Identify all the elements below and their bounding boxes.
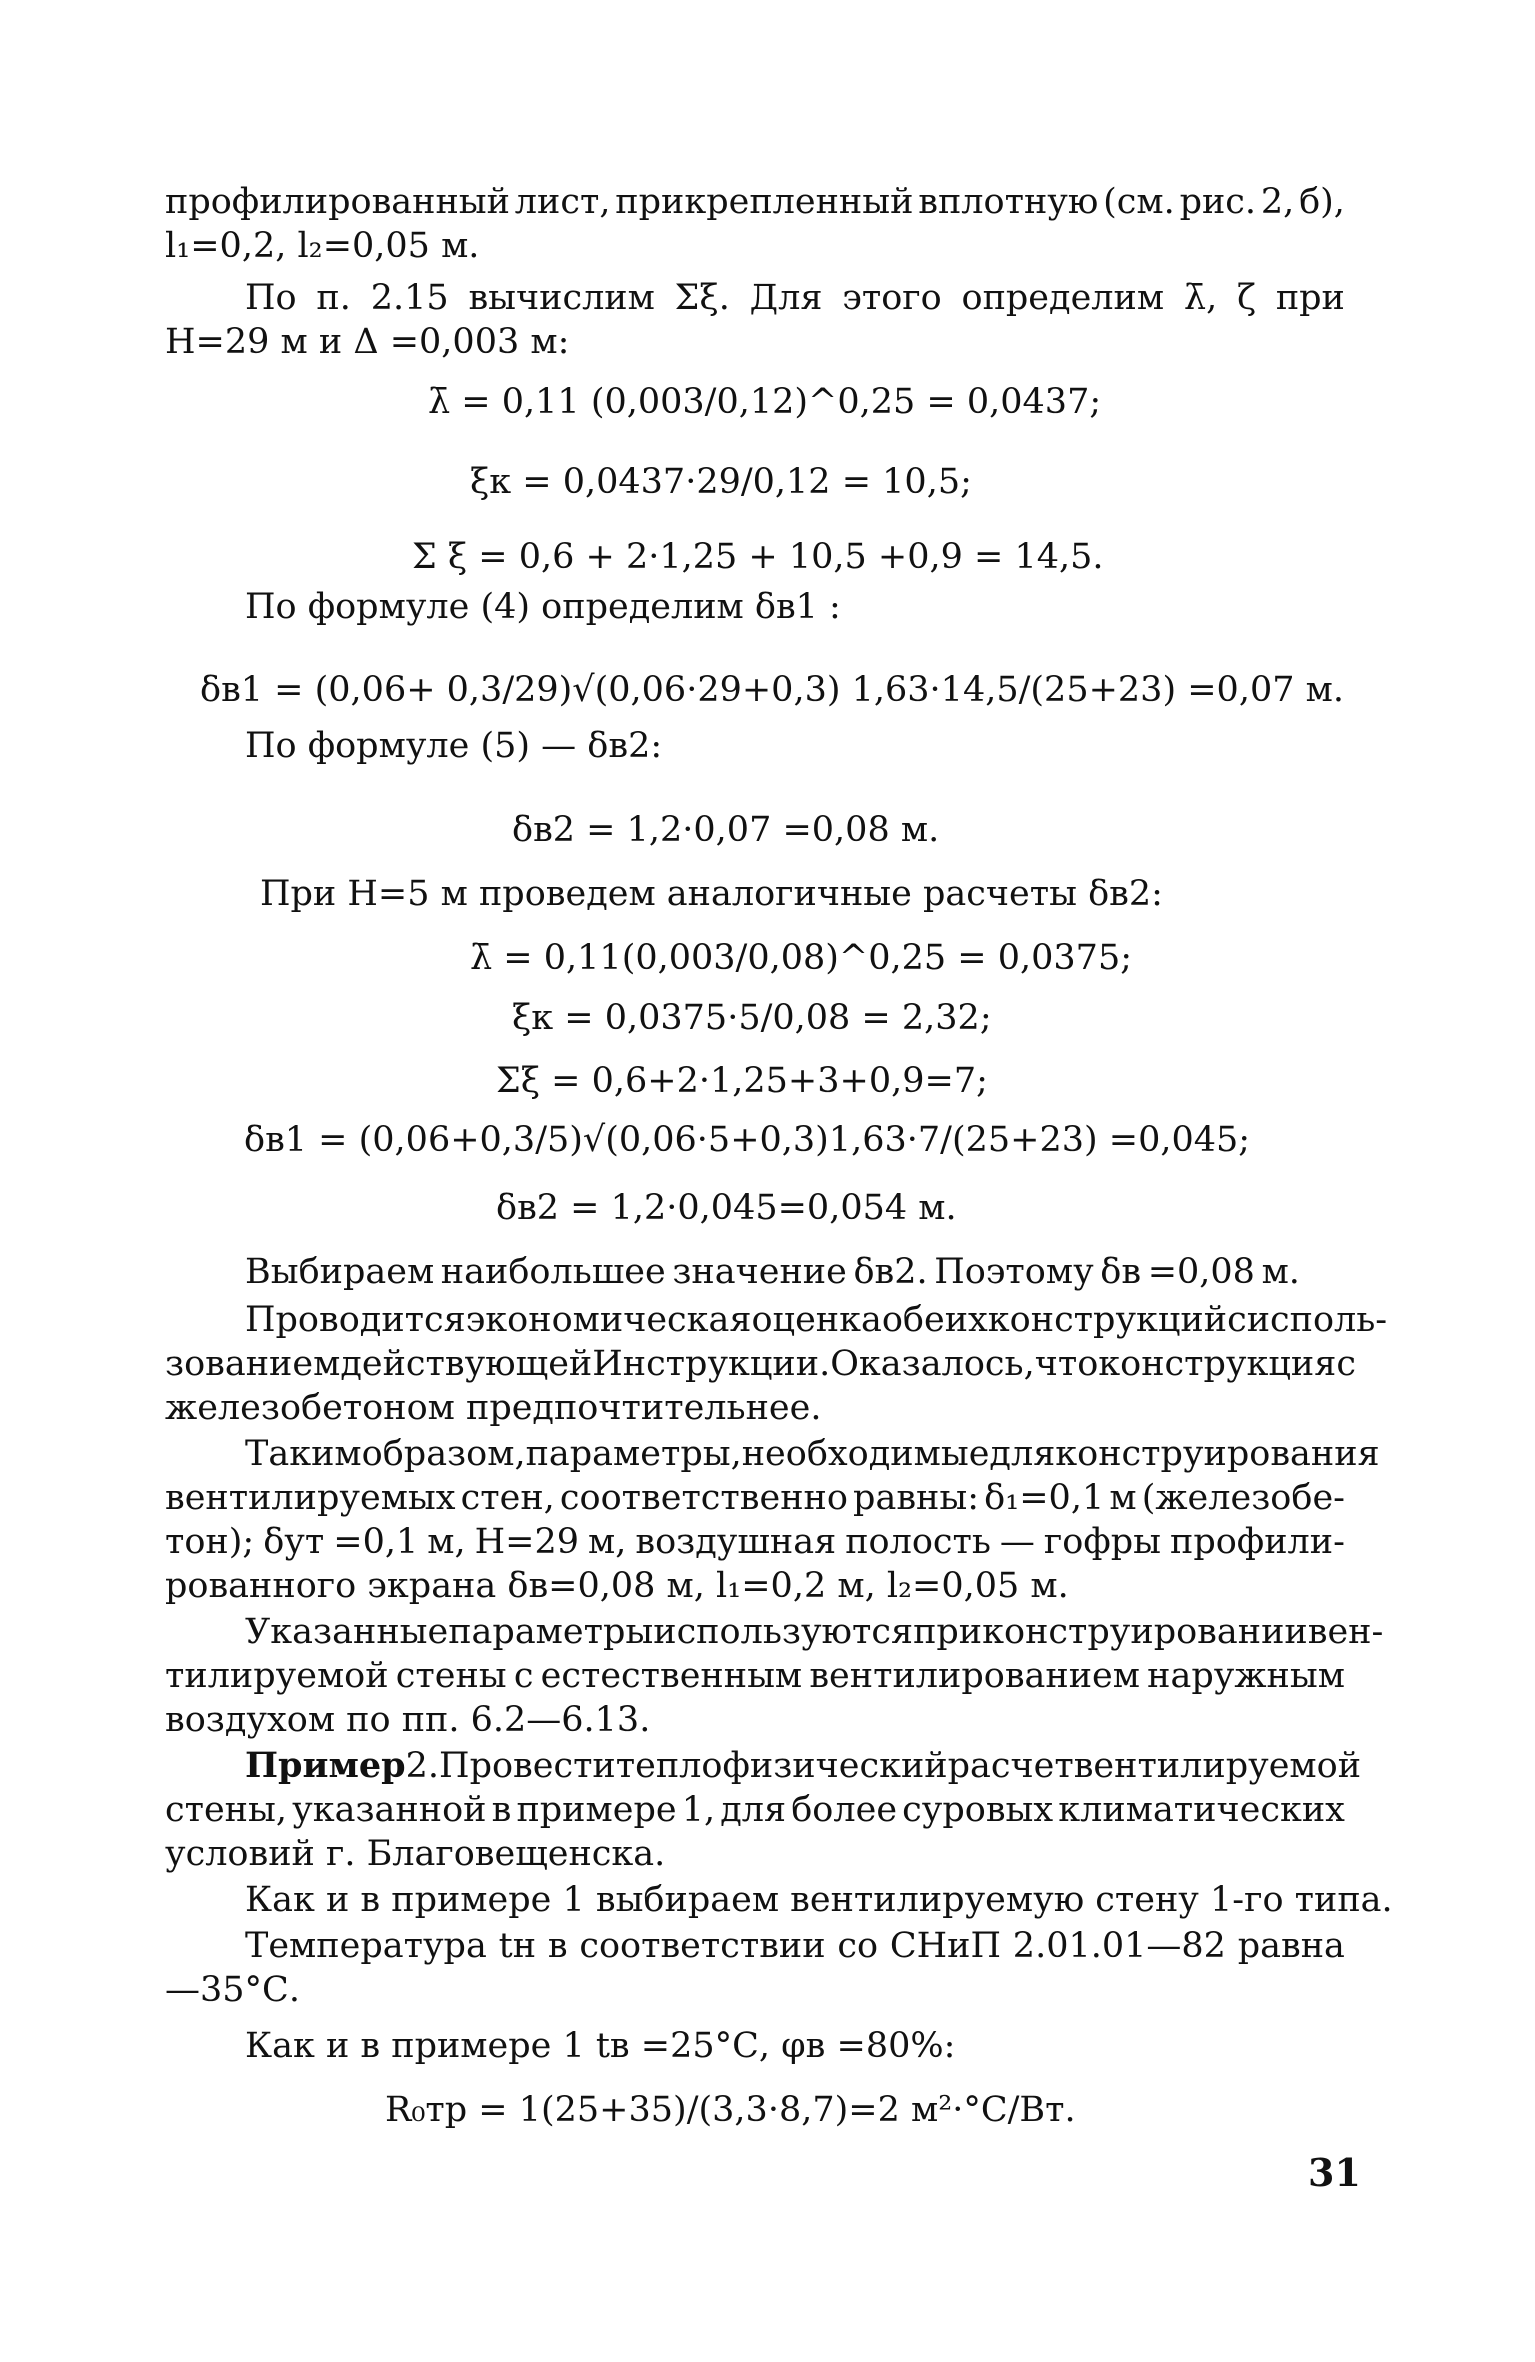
word: полость (845, 1522, 991, 1562)
word: действующей (340, 1344, 593, 1384)
word: указанной (292, 1790, 487, 1830)
text-line-18 (245, 1250, 1300, 1294)
word: tн (498, 1926, 537, 1966)
word: экономическая (465, 1300, 752, 1340)
word: Для (749, 278, 823, 318)
word: λ̄, (1183, 278, 1218, 318)
text-line-33 (245, 1924, 1345, 1968)
word: тон); (165, 1522, 255, 1562)
word: Температура (245, 1926, 487, 1966)
word: 2.01.01—82 (1012, 1926, 1226, 1966)
text-line-23 (165, 1476, 1345, 1520)
word: 2.15 (370, 278, 449, 318)
word: для (720, 1790, 787, 1830)
formula-lambda-1: λ̄ = 0,11 (0,003/0,12)^0,25 = 0,0437; (428, 382, 1102, 422)
word: значение (672, 1252, 847, 1292)
text-line-26 (245, 1610, 1384, 1654)
word: расчет (947, 1746, 1074, 1786)
formula-delta-v2-1: δв2 = 1,2·0,07 =0,08 м. (512, 810, 940, 850)
word: Σξ. (674, 278, 730, 318)
word: при (1275, 278, 1345, 318)
word: ζ (1237, 278, 1256, 318)
word: м (1109, 1478, 1137, 1518)
word: вентилируемых (165, 1478, 456, 1518)
word: СНиП (889, 1926, 1001, 1966)
text-line-19 (245, 1298, 1388, 1342)
text-line-27 (165, 1654, 1345, 1698)
word: 2. (405, 1746, 440, 1786)
word: с (1227, 1300, 1247, 1340)
word: необходимые (741, 1434, 990, 1474)
text-line-25: рованного экрана δв=0,08 м, l₁=0,2 м, l₂=0,05 м. (165, 1566, 1069, 1606)
word: По (245, 278, 297, 318)
word: стены, (165, 1790, 287, 1830)
word: при (913, 1612, 983, 1652)
word: соответственно (559, 1478, 848, 1518)
word: H=29 (474, 1522, 579, 1562)
word: исполь- (1246, 1300, 1388, 1340)
page-number: 31 (1308, 2150, 1361, 2195)
formula-delta-v2-2: δв2 = 1,2·0,045=0,054 м. (496, 1188, 957, 1228)
text-line-34: —35°С. (165, 1970, 300, 2010)
word: рис. (1179, 182, 1257, 222)
text-line-2: l₁=0,2, l₂=0,05 м. (165, 226, 480, 266)
word: 2, (1260, 182, 1295, 222)
word: в (547, 1926, 568, 1966)
formula-sum-xi-1: Σ ξ = 0,6 + 2·1,25 + 10,5 +0,9 = 14,5. (412, 537, 1104, 577)
word: лист, (514, 182, 611, 222)
text-line-8: По формуле (4) определим δв1 : (245, 587, 841, 627)
text-line-29 (245, 1744, 1362, 1788)
text-line-32: Как и в примере 1 выбираем вентилируемую стену 1-го типа. (245, 1880, 1393, 1920)
text-line-24 (165, 1520, 1345, 1564)
formula-delta-v1-1: δв1 = (0,06+ 0,3/29)√(0,06·29+0,3) 1,63·14,5/(25+23) =0,07 м. (200, 670, 1344, 710)
formula-delta-v1-2: δв1 = (0,06+0,3/5)√(0,06·5+0,3)1,63·7/(25+23) =0,045; (244, 1120, 1251, 1160)
word: с (1336, 1344, 1356, 1384)
word: конструкций (987, 1300, 1228, 1340)
word: Проводится (245, 1300, 466, 1340)
word: климатических (1058, 1790, 1345, 1830)
word: (железобе- (1141, 1478, 1345, 1518)
word: — (999, 1522, 1035, 1562)
word: стен, (460, 1478, 555, 1518)
word: б), (1299, 182, 1345, 222)
word: конструкция (1098, 1344, 1337, 1384)
word: конструирования (1055, 1434, 1380, 1474)
word: прикрепленный (615, 182, 914, 222)
text-line-20 (165, 1342, 1356, 1386)
formula-xi-k-1: ξк = 0,0437·29/0,12 = 10,5; (470, 462, 972, 502)
word: этого (842, 278, 942, 318)
text-line-30 (165, 1788, 1345, 1832)
word: в (491, 1790, 512, 1830)
word: соответствии (579, 1926, 826, 1966)
word: δв2. (853, 1252, 928, 1292)
formula-lambda-2: λ̄ = 0,11(0,003/0,08)^0,25 = 0,0375; (470, 938, 1133, 978)
word: с (513, 1656, 534, 1696)
word: δ₁=0,1 (984, 1478, 1105, 1518)
word: конструировании (982, 1612, 1308, 1652)
word: естественным (540, 1656, 803, 1696)
word: наибольшее (440, 1252, 666, 1292)
word: обеих (881, 1300, 988, 1340)
word: суровых (902, 1790, 1054, 1830)
text-line-31: условий г. Благовещенска. (165, 1834, 666, 1874)
word: профили- (1170, 1522, 1345, 1562)
text-line-12: При H=5 м проведем аналогичные расчеты δв2: (260, 874, 1163, 914)
word: Поэтому (934, 1252, 1094, 1292)
word: определим (961, 278, 1165, 318)
text-line-21: железобетоном предпочтительнее. (165, 1388, 822, 1428)
word: параметры, (525, 1434, 742, 1474)
word: используются (653, 1612, 914, 1652)
word: м. (1261, 1252, 1300, 1292)
word: профилированный (165, 182, 510, 222)
word: Выбираем (245, 1252, 435, 1292)
word: Провести (439, 1746, 616, 1786)
formula-sum-xi-2: Σξ = 0,6+2·1,25+3+0,9=7; (496, 1061, 988, 1101)
word: оценка (751, 1300, 882, 1340)
text-line-1 (165, 180, 1345, 224)
word: вен- (1307, 1612, 1384, 1652)
word: вычислим (468, 278, 655, 318)
word: Таким (245, 1434, 362, 1474)
word: Оказалось, (830, 1344, 1035, 1384)
word: тилируемой (165, 1656, 389, 1696)
word: =0,1 (333, 1522, 419, 1562)
word: вентилированием (809, 1656, 1140, 1696)
word: равна (1237, 1926, 1345, 1966)
word: равны: (853, 1478, 979, 1518)
word: м, (427, 1522, 466, 1562)
word: вплотную (918, 182, 1099, 222)
word: Инструкции. (592, 1344, 831, 1384)
word: параметры (448, 1612, 654, 1652)
word: наружным (1147, 1656, 1345, 1696)
word: вентилируемой (1073, 1746, 1362, 1786)
word: Указанные (245, 1612, 449, 1652)
word: более (791, 1790, 898, 1830)
formula-r0-required: R₀тр = 1(25+35)/(3,3·8,7)=2 м²·°С/Вт. (385, 2090, 1076, 2130)
word: для (989, 1434, 1056, 1474)
word: п. (316, 278, 351, 318)
text-line-28: воздухом по пп. 6.2—6.13. (165, 1700, 651, 1740)
text-line-10: По формуле (5) — δв2: (245, 726, 663, 766)
word: (см. (1103, 182, 1175, 222)
word: со (837, 1926, 879, 1966)
word: гофры (1043, 1522, 1161, 1562)
word: что (1034, 1344, 1099, 1384)
word: образом, (361, 1434, 526, 1474)
text-line-22 (245, 1432, 1380, 1476)
word: =0,08 (1147, 1252, 1255, 1292)
formula-xi-k-2: ξк = 0,0375·5/0,08 = 2,32; (512, 998, 992, 1038)
word: 1, (681, 1790, 716, 1830)
word: стены (395, 1656, 507, 1696)
word: примере (516, 1790, 677, 1830)
word: зованием (165, 1344, 341, 1384)
word: воздушная (635, 1522, 837, 1562)
text-line-4: H=29 м и Δ =0,003 м: (165, 322, 570, 362)
text-line-3 (245, 276, 1345, 320)
word: δут (263, 1522, 325, 1562)
word: м, (588, 1522, 627, 1562)
text-line-35: Как и в примере 1 tв =25°С, φв =80%: (245, 2026, 956, 2066)
word: теплофизический (615, 1746, 948, 1786)
word: δв (1100, 1252, 1142, 1292)
word: Пример (245, 1745, 406, 1786)
